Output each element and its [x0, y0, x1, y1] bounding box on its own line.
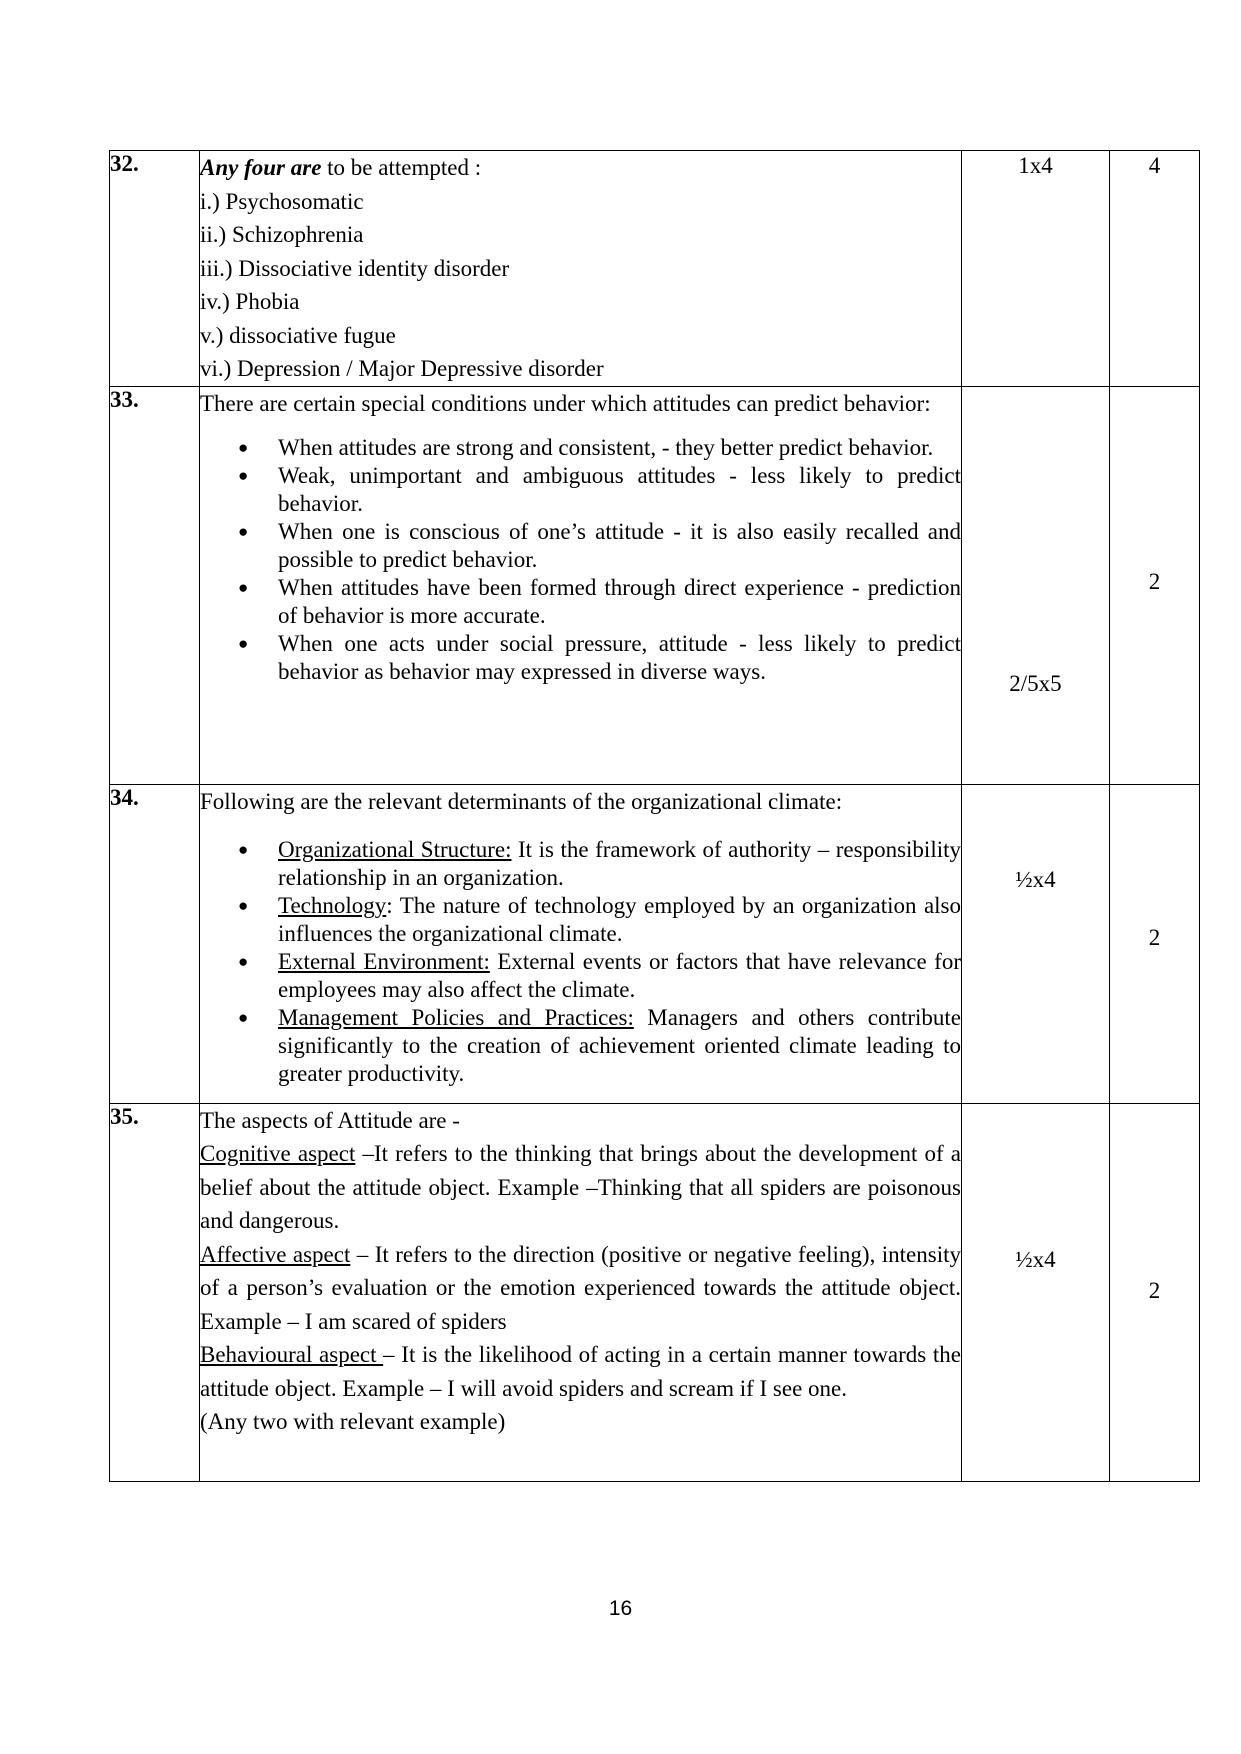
question-number: 32. — [110, 151, 200, 387]
list-item: iv.) Phobia — [200, 289, 300, 314]
answer-intro: The aspects of Attitude are - — [200, 1107, 460, 1133]
total-marks: 2 — [1148, 1277, 1161, 1303]
table-row — [110, 151, 1200, 387]
answer-content — [200, 1103, 962, 1481]
list-item: ● When one acts under social pressure, attitude - less likely to predict behavior as behavior may expressed in diverse ways. — [238, 631, 961, 684]
total-marks: 4 — [1148, 153, 1161, 178]
list-item: i.) Psychosomatic — [200, 188, 364, 214]
list-item: v.) dissociative fugue — [200, 322, 396, 348]
list-item: ● Weak, unimportant and ambiguous attitudes - less likely to predict behavior. — [238, 463, 961, 516]
list-item: ● When one is conscious of one’s attitude - it is also easily recalled and possible to predict behavior. — [238, 519, 961, 572]
list-item: ● When attitudes have been formed through direct experience - prediction of behavior is more accurate. — [238, 575, 961, 628]
bullet-icon: ● — [238, 522, 249, 541]
list-item: ii.) Schizophrenia — [200, 222, 364, 247]
answer-content — [200, 151, 962, 387]
page-number: 16 — [608, 1597, 633, 1620]
total-marks-cell — [1110, 151, 1200, 387]
value-points-cell — [962, 1103, 1110, 1481]
value-points: 2/5x5 — [1009, 670, 1062, 696]
bullet-icon: ● — [238, 896, 249, 915]
bullet-list — [200, 836, 961, 1088]
bullet-list — [200, 434, 961, 686]
total-marks-cell — [1110, 1103, 1200, 1481]
list-item: ● Organizational Structure: It is the framework of authority – responsibility relationship in an organization. — [238, 837, 961, 890]
total-marks: 2 — [1148, 568, 1161, 594]
total-marks-cell — [1110, 784, 1200, 1103]
aspect-paragraph: Affective aspect – It refers to the direction (positive or negative feeling), intensity of a person’s evaluation or the emotion experienced towards the attitude object. Example – I am scared of spiders — [200, 1241, 961, 1334]
aspect-paragraph: Behavioural aspect – It is the likelihood of acting in a certain manner towards the attitude object. Example – I will avoid spiders and scream if I see one. — [200, 1342, 961, 1401]
bullet-icon: ● — [238, 438, 249, 457]
answer-note: (Any two with relevant example) — [200, 1409, 506, 1434]
list-item: ● External Environment: External events or factors that have relevance for employees may also affect the climate. — [238, 949, 961, 1002]
total-marks: 2 — [1148, 924, 1161, 950]
answer-content — [200, 386, 962, 784]
bullet-icon: ● — [238, 578, 249, 597]
question-number: 35. — [110, 1103, 200, 1481]
table-row — [110, 1103, 1200, 1481]
list-item: iii.) Dissociative identity disorder — [200, 255, 510, 281]
value-points-cell — [962, 386, 1110, 784]
list-item: ● Management Policies and Practices: Managers and others contribute significantly to the creation of achievement oriented climate leading to greater productivity. — [238, 1005, 961, 1086]
total-marks-cell — [1110, 386, 1200, 784]
bullet-icon: ● — [238, 952, 249, 971]
list-item: ● When attitudes are strong and consistent, - they better predict behavior. — [238, 435, 934, 460]
bullet-icon: ● — [238, 634, 249, 653]
bullet-icon: ● — [238, 1008, 249, 1027]
value-points-cell — [962, 784, 1110, 1103]
answer-intro: There are certain special conditions under which attitudes can predict behavior: — [200, 390, 931, 416]
answer-intro: Following are the relevant determinants of the organizational climate: — [200, 788, 843, 814]
question-number: 33. — [110, 386, 200, 784]
bullet-icon: ● — [238, 840, 249, 859]
aspect-paragraph: Cognitive aspect –It refers to the thinking that brings about the development of a belief about the attitude object. Example –Thinking that all spiders are poisonous and dangerous. — [200, 1141, 962, 1233]
table-row — [110, 386, 1200, 784]
marking-scheme-table — [109, 150, 1200, 1482]
value-points-cell — [962, 151, 1110, 387]
answer-intro: Any four are to be attempted : — [200, 155, 482, 180]
list-item: vi.) Depression / Major Depressive disorder — [200, 356, 604, 381]
value-points: ½x4 — [1015, 1246, 1056, 1272]
list-item: ● Technology: The nature of technology employed by an organization also influences the organizational climate. — [238, 893, 961, 946]
value-points: 1x4 — [1018, 153, 1053, 178]
bullet-icon: ● — [238, 466, 249, 485]
answer-content — [200, 784, 962, 1103]
value-points: ½x4 — [1015, 866, 1056, 892]
table-row — [110, 784, 1200, 1103]
question-number: 34. — [110, 784, 200, 1103]
